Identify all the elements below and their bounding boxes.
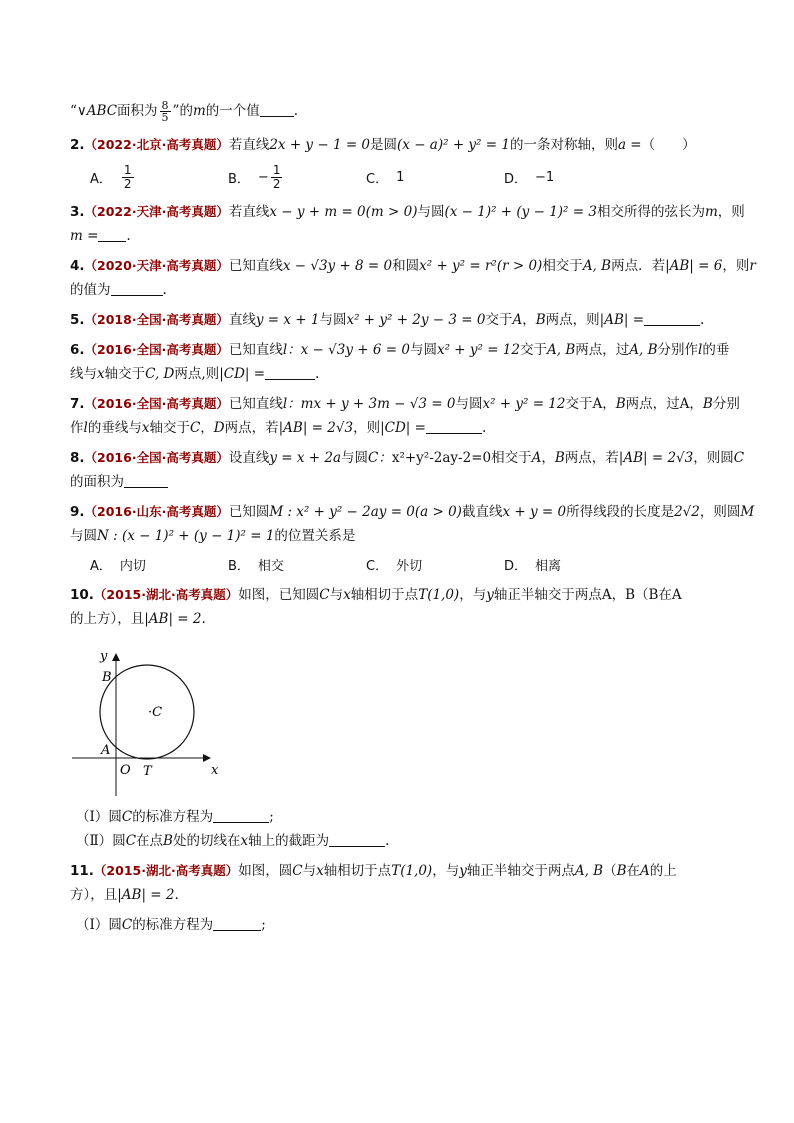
text: ，与 <box>459 587 487 603</box>
question-source: （2020·天津·高考真题） <box>84 258 229 273</box>
math-expr: T(1,0) <box>391 863 433 879</box>
answer-blank[interactable] <box>260 102 294 117</box>
text: 轴交于 <box>149 420 190 436</box>
math-expr: 2x + y − 1 = 0 <box>269 137 371 153</box>
question-number: 11. <box>70 863 94 879</box>
part-label: （Ⅰ） <box>76 917 109 933</box>
option-c[interactable] <box>366 164 504 191</box>
text: ，则 <box>722 258 750 274</box>
math-expr: x² + y² = 12 <box>436 342 520 358</box>
option-value: 相交 <box>257 559 284 574</box>
option-d[interactable] <box>504 555 642 574</box>
fraction-denominator: 2 <box>272 177 281 191</box>
text: 交于 <box>519 342 547 358</box>
math-expr: m = <box>70 228 99 244</box>
math-expr: (x − 1)² + (y − 1)² = 3 <box>444 204 597 220</box>
math-expr: |AB| = 6 <box>665 258 723 274</box>
math-expr: l <box>83 420 88 436</box>
math-expr: B <box>163 833 173 849</box>
text: 的上方），且 <box>70 611 145 627</box>
math-expr: y = x + 2a <box>269 450 341 466</box>
text: 与 <box>302 863 317 879</box>
math-expr: A <box>592 396 603 412</box>
math-expr: y <box>486 587 494 603</box>
text: 截直线 <box>461 504 503 520</box>
option-label: C． <box>366 559 389 574</box>
option-label: C． <box>366 172 389 187</box>
text: 与圆 <box>70 528 97 544</box>
math-expr: T(1,0) <box>418 587 460 603</box>
question-7 <box>70 393 740 415</box>
math-expr: B <box>535 312 546 328</box>
fraction-denominator: 2 <box>123 177 132 191</box>
text: 分别作 <box>657 342 699 358</box>
question-source: （2016·山东·高考真题） <box>84 504 229 519</box>
option-b[interactable] <box>228 555 366 574</box>
text: ，则 <box>717 204 745 220</box>
text: （ <box>603 863 617 879</box>
math-expr: y = x + 1 <box>255 312 320 328</box>
intro-line <box>70 96 730 126</box>
text: 若直线 <box>228 204 270 220</box>
text: 与圆 <box>417 204 445 220</box>
question-source: （2022·天津·高考真题） <box>84 204 229 219</box>
text: 圆 <box>108 917 122 933</box>
text: 是圆 <box>370 137 398 153</box>
text: ，则 <box>353 420 381 436</box>
text: ，则圆 <box>699 504 741 520</box>
point-a-label: A <box>101 743 111 758</box>
math-expr: A <box>679 396 690 412</box>
question-number: 10. <box>70 587 94 603</box>
math-expr: x + y = 0 <box>502 504 567 520</box>
text: . <box>293 103 299 119</box>
text: ， <box>541 450 555 466</box>
question-10-part-2 <box>70 830 730 852</box>
text: 相交于 <box>491 450 532 466</box>
math-expr: l <box>698 342 703 358</box>
triangle-symbol: ∨ABC <box>76 103 118 119</box>
question-source: （2016·全国·高考真题） <box>84 396 229 411</box>
question-6 <box>70 339 730 361</box>
question-source: （2022·北京·高考真题） <box>84 137 229 152</box>
option-label: D． <box>504 172 528 187</box>
question-4 <box>70 255 756 277</box>
question-9-options <box>70 555 730 574</box>
math-expr: |AB| = <box>599 312 645 328</box>
question-6-cont <box>70 363 730 385</box>
answer-blank[interactable] <box>426 419 482 434</box>
question-number: 4. <box>70 258 85 274</box>
question-8-cont <box>70 471 730 493</box>
question-7-cont <box>70 417 730 439</box>
text: ， <box>602 396 616 412</box>
part-label: （Ⅰ） <box>76 809 109 825</box>
text: 两点，若 <box>224 420 279 436</box>
answer-blank[interactable] <box>98 227 126 242</box>
text: ， <box>522 312 536 328</box>
point-t-label: T <box>143 764 152 779</box>
question-number: 3. <box>70 204 85 220</box>
text: 和圆 <box>392 258 420 274</box>
text: . <box>385 833 390 849</box>
answer-blank[interactable] <box>124 473 168 488</box>
question-source: （2015·湖北·高考真题） <box>93 863 239 878</box>
text: . <box>481 420 487 436</box>
text: 面积为 <box>117 103 158 119</box>
minus-sign: − <box>257 170 269 185</box>
math-expr: |AB| = 2 <box>117 887 175 903</box>
text: 两点，过 <box>625 396 680 412</box>
option-label: A． <box>90 559 112 574</box>
question-number: 6. <box>70 342 85 358</box>
text: 的垂线与 <box>87 420 142 436</box>
x-axis-label: x <box>211 763 219 778</box>
math-expr: A, B <box>629 342 658 358</box>
math-expr: x <box>141 420 150 436</box>
text: ， <box>689 396 703 412</box>
question-source: （2015·湖北·高考真题） <box>93 587 239 602</box>
math-expr: l： <box>282 342 301 358</box>
text: 的垂 <box>702 342 730 358</box>
math-expr: C <box>733 450 745 466</box>
math-expr: x <box>240 833 249 849</box>
text: ”的 <box>172 103 193 119</box>
document-page <box>70 96 756 944</box>
text: 作 <box>70 420 84 436</box>
question-number: 5. <box>70 312 85 328</box>
math-expr: B <box>616 863 627 879</box>
text: 与圆 <box>319 312 347 328</box>
question-9-cont <box>70 525 730 547</box>
variable: m <box>192 103 206 119</box>
math-expr: M <box>740 504 755 520</box>
text: ，则圆 <box>693 450 734 466</box>
option-value: 1 <box>396 170 405 185</box>
math-expr: A <box>531 450 542 466</box>
text: 两点,则 <box>174 366 220 382</box>
math-expr: C <box>121 917 133 933</box>
question-8 <box>70 447 745 469</box>
math-expr: 2√2 <box>674 504 700 520</box>
math-expr: x − √3y + 8 = 0 <box>282 258 393 274</box>
text: 的位置关系是 <box>274 528 356 544</box>
text: ; <box>269 809 274 825</box>
question-9 <box>70 501 755 523</box>
answer-blank[interactable] <box>329 832 385 847</box>
math-expr: x²+y²-2ay-2=0 <box>391 450 492 466</box>
text: 的上 <box>649 863 677 879</box>
math-expr: x <box>343 587 351 603</box>
circle-c <box>100 665 194 759</box>
math-expr: C <box>292 863 303 879</box>
math-expr: A, B <box>582 258 612 274</box>
text: 圆 <box>112 833 126 849</box>
question-number: 8. <box>70 450 85 466</box>
math-expr: |CD| = <box>219 366 266 382</box>
text: 相交于 <box>542 258 583 274</box>
text: 轴正半轴交于两点 <box>466 863 575 879</box>
answer-blank[interactable] <box>644 311 700 326</box>
question-2 <box>70 134 730 156</box>
option-value: −1 <box>535 170 555 185</box>
text: 处的切线在 <box>172 833 241 849</box>
text: 圆 <box>108 809 122 825</box>
question-number: 2. <box>70 137 85 153</box>
math-expr: l： <box>282 396 301 412</box>
math-expr: x <box>97 366 105 382</box>
math-expr: |AB| = 2√3 <box>618 450 694 466</box>
math-expr: B <box>702 396 713 412</box>
fraction-numerator: 8 <box>161 99 169 112</box>
math-expr: x − y + m = 0(m > 0) <box>269 204 418 220</box>
question-10 <box>70 584 730 606</box>
text: 已知直线 <box>228 258 283 274</box>
origin-label: O <box>120 763 131 778</box>
question-3-cont <box>70 225 730 247</box>
math-expr: mx + y + 3m − √3 = 0 <box>300 396 456 412</box>
text: 已知直线 <box>228 342 283 358</box>
math-expr: |AB| = 2√3 <box>278 420 354 436</box>
circle-figure <box>70 646 230 796</box>
math-expr: B <box>615 396 626 412</box>
figure-svg <box>70 646 230 796</box>
text: 的一个值 <box>205 103 260 119</box>
text: 在点 <box>136 833 164 849</box>
text: . <box>126 228 131 244</box>
text: . <box>162 282 167 298</box>
text: （ ） <box>641 137 696 153</box>
question-3 <box>70 201 745 223</box>
text: 两点．若 <box>611 258 666 274</box>
quote-mark: “ <box>70 103 77 119</box>
text: 若直线 <box>228 137 270 153</box>
fraction <box>271 164 283 191</box>
y-axis-label: y <box>100 649 108 664</box>
point-b-label: B <box>102 670 112 685</box>
math-expr: x² + y² + 2y − 3 = 0 <box>346 312 486 328</box>
math-expr: x − √3y + 6 = 0 <box>300 342 410 358</box>
math-expr: C <box>319 587 330 603</box>
text: 交于 <box>485 312 513 328</box>
math-expr: A, B <box>574 863 604 879</box>
option-a[interactable] <box>90 555 228 574</box>
option-value: 外切 <box>396 559 423 574</box>
answer-blank[interactable] <box>213 808 269 823</box>
option-label: B． <box>228 559 250 574</box>
fraction-denominator: 5 <box>161 111 169 124</box>
question-source: （2016·全国·高考真题） <box>84 342 229 357</box>
fraction <box>160 100 171 123</box>
text: 如图，圆 <box>238 863 293 879</box>
question-11-cont <box>70 884 730 906</box>
text: 方），且 <box>70 887 118 903</box>
text: 相交所得的弦长为 <box>596 204 705 220</box>
text: 分别 <box>712 396 740 412</box>
text: . <box>174 887 179 903</box>
math-expr: C <box>121 809 133 825</box>
math-expr: C, D <box>145 366 175 382</box>
text: 与圆 <box>341 450 368 466</box>
math-expr: D <box>213 420 225 436</box>
text: 的标准方程为 <box>132 809 214 825</box>
option-a[interactable] <box>90 164 228 191</box>
question-10-part-1 <box>70 806 730 828</box>
text: 与圆 <box>409 342 437 358</box>
text: 直线 <box>228 312 256 328</box>
text: . <box>315 366 320 382</box>
text: 在 <box>626 863 641 879</box>
part-label: （Ⅱ） <box>76 833 113 849</box>
fraction <box>122 164 134 191</box>
option-label: D． <box>504 559 528 574</box>
math-expr: (x − a)² + y² = 1 <box>397 137 510 153</box>
text: 两点，若 <box>564 450 619 466</box>
math-expr: x² + y² = 12 <box>482 396 566 412</box>
math-expr: M : x² + y² − 2ay = 0(a > 0) <box>269 504 462 520</box>
text: ， <box>200 420 214 436</box>
text: 与 <box>329 587 344 603</box>
text: 所得线段的长度是 <box>566 504 675 520</box>
text: 的面积为 <box>70 474 124 490</box>
fraction-numerator: 1 <box>272 163 281 177</box>
text: . <box>201 611 206 627</box>
math-expr: C <box>125 833 137 849</box>
text: 与圆 <box>455 396 483 412</box>
text: ; <box>261 917 266 933</box>
math-expr: x <box>316 863 324 879</box>
option-label: A． <box>90 172 112 187</box>
math-expr: C： <box>368 450 392 466</box>
question-5 <box>70 309 730 331</box>
text: . <box>700 312 705 328</box>
text: 轴交于 <box>104 366 146 382</box>
answer-blank[interactable] <box>111 281 163 296</box>
question-2-options <box>70 164 730 191</box>
text: 线与 <box>70 366 97 382</box>
text: ，与 <box>432 863 460 879</box>
answer-blank[interactable] <box>213 916 261 931</box>
question-number: 9. <box>70 504 85 520</box>
text: 轴正半轴交于两点A，B（B在A <box>493 587 682 603</box>
text: 已知直线 <box>228 396 283 412</box>
option-c[interactable] <box>366 555 504 574</box>
center-c-label: ·C <box>148 705 163 720</box>
math-expr: A, B <box>546 342 576 358</box>
question-11 <box>70 860 730 882</box>
text: 如图，已知圆 <box>238 587 320 603</box>
text: 轴上的截距为 <box>248 833 330 849</box>
text: 轴相切于点 <box>323 863 392 879</box>
question-4-cont <box>70 279 730 301</box>
question-10-cont <box>70 608 730 630</box>
text: 的标准方程为 <box>132 917 214 933</box>
math-expr: r <box>749 258 756 274</box>
math-expr: x² + y² = r²(r > 0) <box>419 258 543 274</box>
math-expr: y <box>459 863 467 879</box>
option-d[interactable] <box>504 164 642 191</box>
option-b[interactable] <box>228 164 366 191</box>
text: 交于 <box>565 396 593 412</box>
text: 已知圆 <box>228 504 270 520</box>
text: 两点，过 <box>575 342 630 358</box>
answer-blank[interactable] <box>265 365 315 380</box>
math-expr: N : (x − 1)² + (y − 1)² = 1 <box>97 528 275 544</box>
option-value: 相离 <box>535 559 562 574</box>
question-source: （2018·全国·高考真题） <box>84 312 229 327</box>
text: 设直线 <box>228 450 270 466</box>
question-number: 7. <box>70 396 85 412</box>
text: 的一条对称轴，则 <box>509 137 618 153</box>
math-expr: m <box>704 204 718 220</box>
question-source: （2016·全国·高考真题） <box>84 450 229 465</box>
math-expr: A <box>512 312 523 328</box>
math-expr: A <box>640 863 650 879</box>
fraction-numerator: 1 <box>123 163 132 177</box>
math-expr: |AB| = 2 <box>144 611 202 627</box>
math-expr: B <box>554 450 565 466</box>
math-expr: C <box>189 420 201 436</box>
math-expr: |CD| = <box>380 420 426 436</box>
option-value: 内切 <box>119 559 146 574</box>
math-expr: a = <box>617 137 642 153</box>
text: 两点，则 <box>545 312 600 328</box>
option-label: B． <box>228 172 250 187</box>
question-11-part-1 <box>70 914 730 936</box>
text: 轴相切于点 <box>350 587 419 603</box>
text: 的值为 <box>70 282 111 298</box>
